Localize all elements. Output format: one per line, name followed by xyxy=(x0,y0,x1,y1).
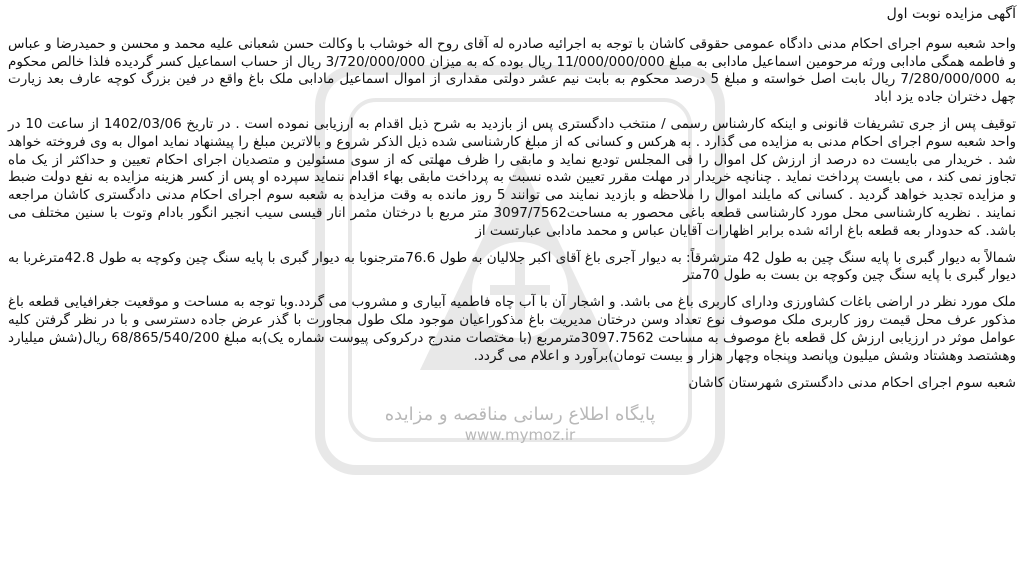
watermark-url: www.mymoz.ir xyxy=(464,426,576,444)
notice-title: آگهی مزایده نوبت اول xyxy=(886,6,1016,22)
notice-signature: شعبه سوم اجرای احکام مدنی دادگستری شهرستان کاشان xyxy=(688,375,1016,392)
paragraph-boundaries: شمالاً به دیوار گبری با پایه سنگ چین به طول 42 مترشرقاً: به دیوار آجری باغ آقای اکبر جلالیان به طول 76.6مترجنوبا به دیوار گبری با پایه سنگ چین وکوچه به طول 42.8مترغربا به دیوار گبری با پایه سنگ چین وکوچه بن بست به طول 70متر xyxy=(8,249,1017,284)
watermark-text: پایگاه اطلاع رسانی مناقصه و مزایده xyxy=(384,404,656,425)
paragraph-valuation: ملک مورد نظر در اراضی باغات کشاورزی ودارای کاربری باغ می باشد. و اشجار آن با آب چاه فاطمیه آبیاری و مشروب می گردد.وبا توجه به مساحت و موقعیت جغرافیایی قطعه باغ مذکور عرف محل قیمت روز کاربری ملک موصوف نوع تعداد وسن درختان مدیریت باغ مذکوراعیان موجود ملک طول مجاورت با گذر عرض جاده دسترسی و با در نظر گرفتن کلیه عوامل موثر در ارزیابی ارزش کل قطعه باغ موصوف به مساحت 3097.7562مترمربع (با مختصات مندرج درکروکی پیوست شماره یک)به مبلغ 68/865/540/200 ریال(شش میلیارد وهشتصد وهشتاد وشش میلیون وپانصد وپنجاه وچهار هزار و بیست تومان)برآورد و اعلام می گردد. xyxy=(8,294,1017,364)
notice-body xyxy=(8,6,1016,393)
paragraph-intro: واحد شعبه سوم اجرای احکام مدنی دادگاه عمومی حقوقی کاشان با توجه به اجرائیه صادره له آقای روح اله خوشاب با وکالت حسن شعبانی علیه محمد و محسن و حمیدرضا و عباس و فاطمه همگی مادابی ورثه مرحومین اسماعیل مادابی به مبلغ 11/000/000/000 ریال بوده که به میزان 3/720/000/000 ریال از حساب اسماعیل کسر گردیده فلذا خالص محکوم به 7/280/000/000 ریال بابت اصل خواسته و مبلغ 5 درصد محکوم به بابت نیم عشر دولتی مقداری از اموال اسماعیل مادابی ملک باغ واقع در فین بزرگ کوچه عارف بعد زیارت چهل دختران جاده یزد اباد xyxy=(8,35,1016,106)
paragraph-auction-terms: توقیف پس از جری تشریفات قانونی و اینکه کارشناس رسمی / منتخب دادگستری پس از بازدید به شرح ذیل اقدام به ارزیابی نموده است . در تاریخ 1402/03/06 از ساعت 10 در واحد شعبه سوم اجرای احکام مدنی به مزایده می گذارد . به هرکس و کسانی که از مبلغ کارشناسی شده ذیل الذکر شروع و بالاترین مبلغ را پیشنهاد نماید اموال به وی فروخته خواهد شد . خریدار می بایست ده درصد از ارزش کل اموال را فی المجلس تودیع نماید و مابقی را ظرف مهلتی که از سوی مسئولین و متصدیان اجرای احکام تعیین و حداکثر از یک ماه تجاوز نمی کند ، می بایست پرداخت نماید . چنانچه خریدار در مهلت مقرر تعیین شده نسبت به پرداخت مابقی بهاء اقدام ننماید سپرده او پس از کسر هزینه مزایده به نفع دولت ضبط و مزایده تجدید خواهد گردید . کسانی که مایلند اموال را ملاحظه و بازدید نمایند می توانند 5 روز مانده به وقت مزایده به شعبه سوم اجرای احکام مدنی دادگستری کاشان مراجعه نمایند . نظریه کارشناسی محل مورد کارشناسی قطعه باغی محصور به مساحت3097/7562 متر مربع با درختان مثمر انار قیسی سیب انجیر انگور بادام وتوت با سنین مختلف می باشد. که حدودار بعه قطعه باغ ارائه شده برابر اظهارات آقایان عباس و محمد مادابی عبارتست از xyxy=(8,115,1016,239)
